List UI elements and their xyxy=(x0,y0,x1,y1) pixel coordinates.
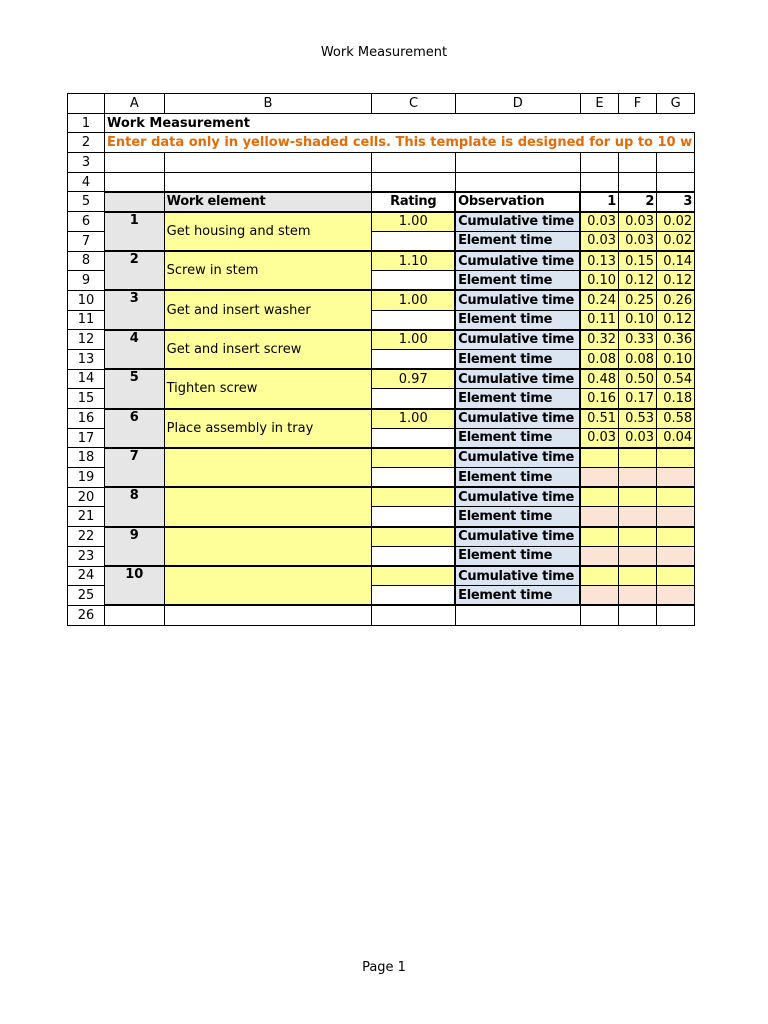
cumulative-value[interactable] xyxy=(657,527,695,547)
rating-blank-cell[interactable] xyxy=(372,349,455,369)
cell[interactable] xyxy=(619,605,657,625)
rating-cell[interactable]: 0.97 xyxy=(372,369,455,389)
cumulative-value[interactable]: 0.03 xyxy=(580,212,618,232)
element-number[interactable]: 3 xyxy=(105,290,165,329)
element-number[interactable]: 8 xyxy=(105,487,165,526)
cumulative-value[interactable]: 0.15 xyxy=(619,251,657,271)
cumulative-value[interactable]: 0.53 xyxy=(619,409,657,429)
cumulative-label[interactable]: Cumulative time xyxy=(455,212,580,232)
element-time-label[interactable]: Element time xyxy=(455,310,580,330)
element-time-label[interactable]: Element time xyxy=(455,468,580,488)
element-time-value[interactable] xyxy=(580,546,618,566)
element-time-value[interactable]: 0.12 xyxy=(619,271,657,291)
sheet-row xyxy=(68,172,695,192)
cell[interactable] xyxy=(164,605,372,625)
cumulative-value[interactable] xyxy=(580,448,618,468)
cumulative-value[interactable] xyxy=(657,566,695,586)
row-number[interactable]: 12 xyxy=(68,330,105,350)
cell[interactable] xyxy=(455,153,580,173)
row-number[interactable]: 14 xyxy=(68,369,105,389)
obs-header-1[interactable]: 1 xyxy=(580,192,618,212)
rating-blank-cell[interactable] xyxy=(372,271,455,291)
row-number[interactable]: 13 xyxy=(68,349,105,369)
rating-blank-cell[interactable] xyxy=(372,546,455,566)
column-header[interactable]: B xyxy=(164,94,372,114)
rating-cell[interactable] xyxy=(372,448,455,468)
element-time-label[interactable]: Element time xyxy=(455,507,580,527)
row-number[interactable]: 20 xyxy=(68,487,105,507)
column-header[interactable]: F xyxy=(619,94,657,114)
element-time-value[interactable]: 0.08 xyxy=(619,349,657,369)
cumulative-label[interactable]: Cumulative time xyxy=(455,448,580,468)
cumulative-value[interactable]: 0.02 xyxy=(657,212,695,232)
sheet-row xyxy=(68,251,695,271)
element-time-label[interactable]: Element time xyxy=(455,389,580,409)
row-number[interactable]: 6 xyxy=(68,212,105,232)
element-time-value[interactable] xyxy=(619,586,657,606)
cumulative-value[interactable]: 0.03 xyxy=(619,212,657,232)
rating-cell[interactable] xyxy=(372,487,455,507)
row-number[interactable]: 9 xyxy=(68,271,105,291)
cumulative-value[interactable]: 0.24 xyxy=(580,290,618,310)
column-header-row xyxy=(68,94,695,114)
sheet-row xyxy=(68,487,695,507)
sheet-row xyxy=(68,369,695,389)
rating-cell[interactable]: 1.10 xyxy=(372,251,455,271)
sheet-row xyxy=(68,153,695,173)
rating-blank-cell[interactable] xyxy=(372,389,455,409)
cumulative-value[interactable] xyxy=(657,448,695,468)
instructions-text[interactable]: Enter data only in yellow-shaded cells. This template is designed for up to 10 w xyxy=(105,133,695,153)
sheet-row xyxy=(68,527,695,547)
cumulative-value[interactable] xyxy=(619,487,657,507)
rating-cell[interactable]: 1.00 xyxy=(372,409,455,429)
cumulative-value[interactable]: 0.36 xyxy=(657,330,695,350)
column-header[interactable]: G xyxy=(657,94,695,114)
cumulative-value[interactable]: 0.13 xyxy=(580,251,618,271)
row-number[interactable]: 25 xyxy=(68,586,105,606)
element-number[interactable]: 2 xyxy=(105,251,165,290)
row-number[interactable]: 7 xyxy=(68,231,105,251)
rating-cell[interactable] xyxy=(372,527,455,547)
cumulative-value[interactable] xyxy=(580,487,618,507)
rating-cell[interactable]: 1.00 xyxy=(372,290,455,310)
row-number[interactable]: 23 xyxy=(68,546,105,566)
cell[interactable] xyxy=(657,172,695,192)
cumulative-value[interactable] xyxy=(580,566,618,586)
work-element-name[interactable]: Get housing and stem xyxy=(164,212,372,251)
cell[interactable] xyxy=(455,605,580,625)
element-time-label[interactable]: Element time xyxy=(455,231,580,251)
work-element-name[interactable]: Screw in stem xyxy=(164,251,372,290)
work-element-header[interactable]: Work element xyxy=(164,192,372,212)
row-number[interactable]: 26 xyxy=(68,605,105,625)
element-time-value[interactable] xyxy=(619,507,657,527)
cumulative-value[interactable]: 0.26 xyxy=(657,290,695,310)
cell[interactable] xyxy=(105,172,165,192)
column-header[interactable]: A xyxy=(105,94,165,114)
cumulative-value[interactable]: 0.50 xyxy=(619,369,657,389)
work-element-name[interactable]: Place assembly in tray xyxy=(164,409,372,448)
cumulative-value[interactable] xyxy=(580,527,618,547)
cumulative-value[interactable]: 0.14 xyxy=(657,251,695,271)
cell[interactable] xyxy=(580,153,618,173)
row-number[interactable]: 22 xyxy=(68,527,105,547)
element-time-value[interactable] xyxy=(657,507,695,527)
cumulative-label[interactable]: Cumulative time xyxy=(455,409,580,429)
element-time-value[interactable]: 0.10 xyxy=(580,271,618,291)
cumulative-value[interactable]: 0.32 xyxy=(580,330,618,350)
cumulative-label[interactable]: Cumulative time xyxy=(455,487,580,507)
cumulative-label[interactable]: Cumulative time xyxy=(455,369,580,389)
cumulative-value[interactable]: 0.54 xyxy=(657,369,695,389)
element-time-value[interactable]: 0.03 xyxy=(619,428,657,448)
row-number[interactable]: 24 xyxy=(68,566,105,586)
row-number[interactable]: 10 xyxy=(68,290,105,310)
row-number[interactable]: 17 xyxy=(68,428,105,448)
row-number[interactable]: 18 xyxy=(68,448,105,468)
cell[interactable] xyxy=(372,605,455,625)
element-time-value[interactable] xyxy=(657,586,695,606)
element-time-value[interactable]: 0.12 xyxy=(657,310,695,330)
element-time-value[interactable] xyxy=(580,586,618,606)
cumulative-label[interactable]: Cumulative time xyxy=(455,251,580,271)
element-time-value[interactable] xyxy=(619,546,657,566)
sheet-row xyxy=(68,133,695,153)
element-time-value[interactable] xyxy=(580,507,618,527)
row-number[interactable]: 15 xyxy=(68,389,105,409)
rating-header[interactable]: Rating xyxy=(372,192,455,212)
element-time-value[interactable]: 0.10 xyxy=(657,349,695,369)
obs-header-3[interactable]: 3 xyxy=(657,192,695,212)
cumulative-label[interactable]: Cumulative time xyxy=(455,330,580,350)
row-number[interactable]: 16 xyxy=(68,409,105,429)
cumulative-label[interactable]: Cumulative time xyxy=(455,527,580,547)
work-element-name[interactable]: Tighten screw xyxy=(164,369,372,408)
cell[interactable] xyxy=(164,172,372,192)
work-element-name[interactable] xyxy=(164,527,372,566)
sheet-row xyxy=(68,330,695,350)
element-time-value[interactable] xyxy=(657,468,695,488)
element-number[interactable]: 1 xyxy=(105,212,165,251)
element-number[interactable]: 5 xyxy=(105,369,165,408)
element-time-value[interactable]: 0.18 xyxy=(657,389,695,409)
work-element-name[interactable] xyxy=(164,566,372,605)
rating-blank-cell[interactable] xyxy=(372,310,455,330)
element-time-value[interactable] xyxy=(619,468,657,488)
column-header[interactable]: D xyxy=(455,94,580,114)
cell[interactable] xyxy=(105,192,165,212)
cell[interactable] xyxy=(619,153,657,173)
rating-blank-cell[interactable] xyxy=(372,507,455,527)
spreadsheet xyxy=(67,93,695,626)
cumulative-value[interactable]: 0.51 xyxy=(580,409,618,429)
cell[interactable] xyxy=(657,605,695,625)
sheet-row xyxy=(68,605,695,625)
element-time-value[interactable]: 0.03 xyxy=(619,231,657,251)
work-element-name[interactable] xyxy=(164,448,372,487)
element-time-value[interactable]: 0.04 xyxy=(657,428,695,448)
cell[interactable] xyxy=(105,605,165,625)
element-number[interactable]: 4 xyxy=(105,330,165,369)
row-number[interactable]: 4 xyxy=(68,172,105,192)
element-time-value[interactable]: 0.08 xyxy=(580,349,618,369)
row-number[interactable]: 3 xyxy=(68,153,105,173)
row-number[interactable]: 19 xyxy=(68,468,105,488)
cumulative-label[interactable]: Cumulative time xyxy=(455,566,580,586)
work-element-name[interactable]: Get and insert screw xyxy=(164,330,372,369)
element-time-value[interactable]: 0.02 xyxy=(657,231,695,251)
sheet-row xyxy=(68,409,695,429)
cell[interactable] xyxy=(619,172,657,192)
row-number[interactable]: 2 xyxy=(68,133,105,153)
cumulative-value[interactable]: 0.25 xyxy=(619,290,657,310)
sheet-row xyxy=(68,448,695,468)
element-time-label[interactable]: Element time xyxy=(455,428,580,448)
cell[interactable] xyxy=(164,153,372,173)
sheet-row xyxy=(68,212,695,232)
row-number[interactable]: 11 xyxy=(68,310,105,330)
corner-cell[interactable] xyxy=(68,94,105,114)
row-number[interactable]: 5 xyxy=(68,192,105,212)
cumulative-label[interactable]: Cumulative time xyxy=(455,290,580,310)
cumulative-value[interactable] xyxy=(619,448,657,468)
cumulative-value[interactable]: 0.58 xyxy=(657,409,695,429)
element-time-value[interactable]: 0.11 xyxy=(580,310,618,330)
element-number[interactable]: 7 xyxy=(105,448,165,487)
element-time-value[interactable] xyxy=(657,546,695,566)
cell[interactable] xyxy=(657,153,695,173)
element-number[interactable]: 6 xyxy=(105,409,165,448)
cell[interactable] xyxy=(455,172,580,192)
element-time-value[interactable]: 0.03 xyxy=(580,428,618,448)
row-number[interactable]: 8 xyxy=(68,251,105,271)
element-time-label[interactable]: Element time xyxy=(455,349,580,369)
rating-cell[interactable]: 1.00 xyxy=(372,330,455,350)
cell[interactable] xyxy=(580,605,618,625)
sheet-row xyxy=(68,192,695,212)
element-time-value[interactable]: 0.03 xyxy=(580,231,618,251)
observation-header[interactable]: Observation xyxy=(455,192,580,212)
element-number[interactable]: 10 xyxy=(105,566,165,605)
element-number[interactable]: 9 xyxy=(105,527,165,566)
work-element-name[interactable]: Get and insert washer xyxy=(164,290,372,329)
obs-header-2[interactable]: 2 xyxy=(619,192,657,212)
element-time-value[interactable]: 0.16 xyxy=(580,389,618,409)
cell[interactable] xyxy=(580,172,618,192)
element-time-label[interactable]: Element time xyxy=(455,271,580,291)
sheet-row xyxy=(68,113,695,133)
work-element-name[interactable] xyxy=(164,487,372,526)
cumulative-value[interactable]: 0.33 xyxy=(619,330,657,350)
page-header: Work Measurement xyxy=(320,45,448,60)
row-number[interactable]: 1 xyxy=(68,113,105,133)
sheet-row xyxy=(68,566,695,586)
rating-cell[interactable] xyxy=(372,566,455,586)
cumulative-value[interactable] xyxy=(619,566,657,586)
row-number[interactable]: 21 xyxy=(68,507,105,527)
cumulative-value[interactable] xyxy=(619,527,657,547)
element-time-label[interactable]: Element time xyxy=(455,546,580,566)
cell[interactable] xyxy=(105,153,165,173)
rating-blank-cell[interactable] xyxy=(372,428,455,448)
sheet-row xyxy=(68,290,695,310)
rating-blank-cell[interactable] xyxy=(372,231,455,251)
cumulative-value[interactable] xyxy=(657,487,695,507)
sheet-title[interactable]: Work Measurement xyxy=(105,113,695,133)
element-time-label[interactable]: Element time xyxy=(455,586,580,606)
cumulative-value[interactable]: 0.48 xyxy=(580,369,618,389)
element-time-value[interactable] xyxy=(580,468,618,488)
page-footer: Page 1 xyxy=(362,960,406,975)
column-header[interactable]: E xyxy=(580,94,618,114)
rating-blank-cell[interactable] xyxy=(372,586,455,606)
element-time-value[interactable]: 0.10 xyxy=(619,310,657,330)
rating-blank-cell[interactable] xyxy=(372,468,455,488)
element-time-value[interactable]: 0.12 xyxy=(657,271,695,291)
cell[interactable] xyxy=(372,153,455,173)
cell[interactable] xyxy=(372,172,455,192)
rating-cell[interactable]: 1.00 xyxy=(372,212,455,232)
column-header[interactable]: C xyxy=(372,94,455,114)
element-time-value[interactable]: 0.17 xyxy=(619,389,657,409)
